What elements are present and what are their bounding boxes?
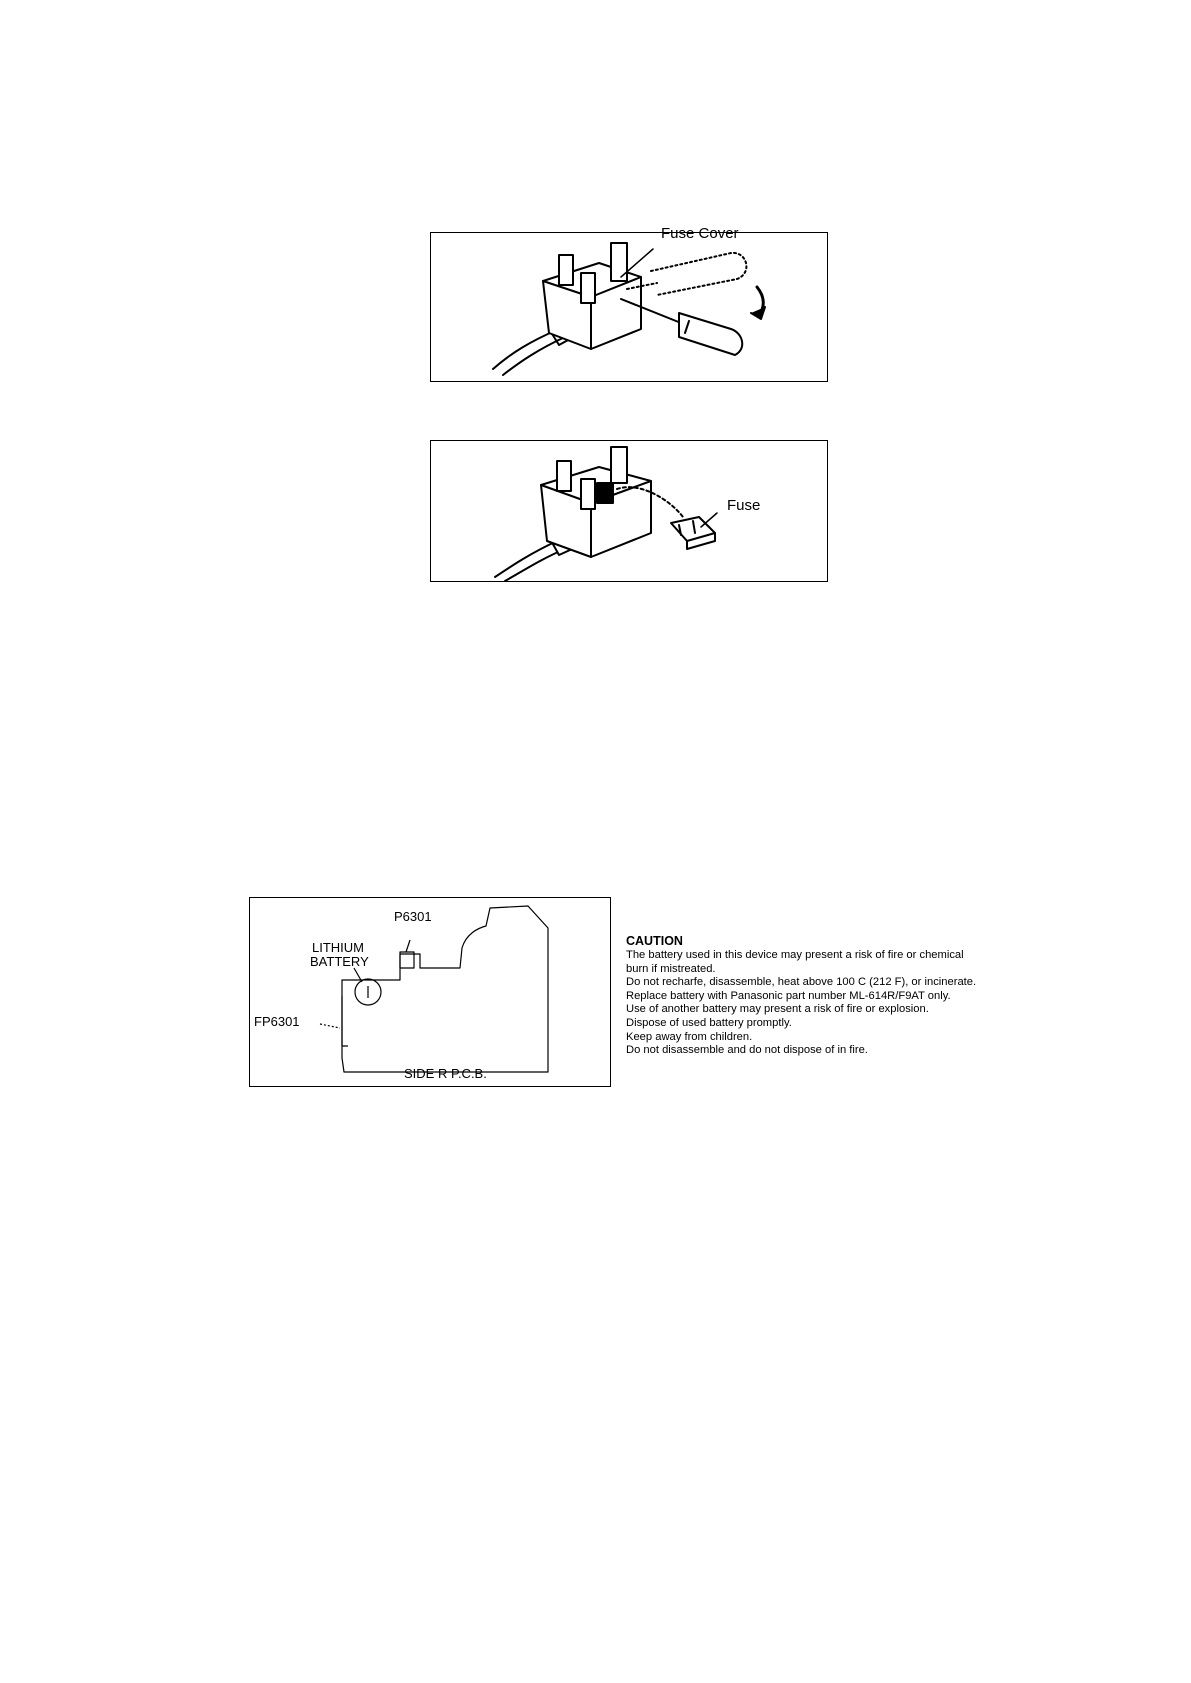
fuse-cover-illustration <box>430 225 828 382</box>
caution-title: CAUTION <box>626 934 683 948</box>
fuse-label: Fuse <box>727 497 761 514</box>
caution-notice <box>626 934 1026 1058</box>
caution-line: Keep away from children. <box>626 1030 753 1043</box>
caution-line: burn if mistreated. <box>626 962 716 975</box>
board-name-label: SIDE R P.C.B. <box>404 1066 487 1081</box>
caution-line: Do not recharfe, disassemble, heat above 100 C (212 F), or incinerate. <box>626 976 977 989</box>
plug-screwdriver-drawing <box>431 233 827 381</box>
connector-label: P6301 <box>394 909 432 924</box>
pcb-outline-drawing <box>250 898 610 1086</box>
fuse-cover-label: Fuse Cover <box>661 225 739 242</box>
caution-line: Dispose of used battery promptly. <box>626 1016 792 1029</box>
fuse-illustration <box>430 440 828 582</box>
caution-line: Do not disassemble and do not dispose of in fire. <box>626 1044 868 1057</box>
caution-line: Replace battery with Panasonic part number ML-614R/F9AT only. <box>626 989 951 1002</box>
fp-connector-label: FP6301 <box>254 1014 300 1029</box>
caution-line: The battery used in this device may present a risk of fire or chemical <box>626 949 964 961</box>
pcb-battery-location-diagram <box>249 897 611 1087</box>
plug-fuse-drawing <box>431 441 827 581</box>
caution-line: Use of another battery may present a risk of fire or explosion. <box>626 1003 929 1016</box>
battery-label-line1: LITHIUM <box>312 940 364 955</box>
battery-label-line2: BATTERY <box>310 954 369 969</box>
